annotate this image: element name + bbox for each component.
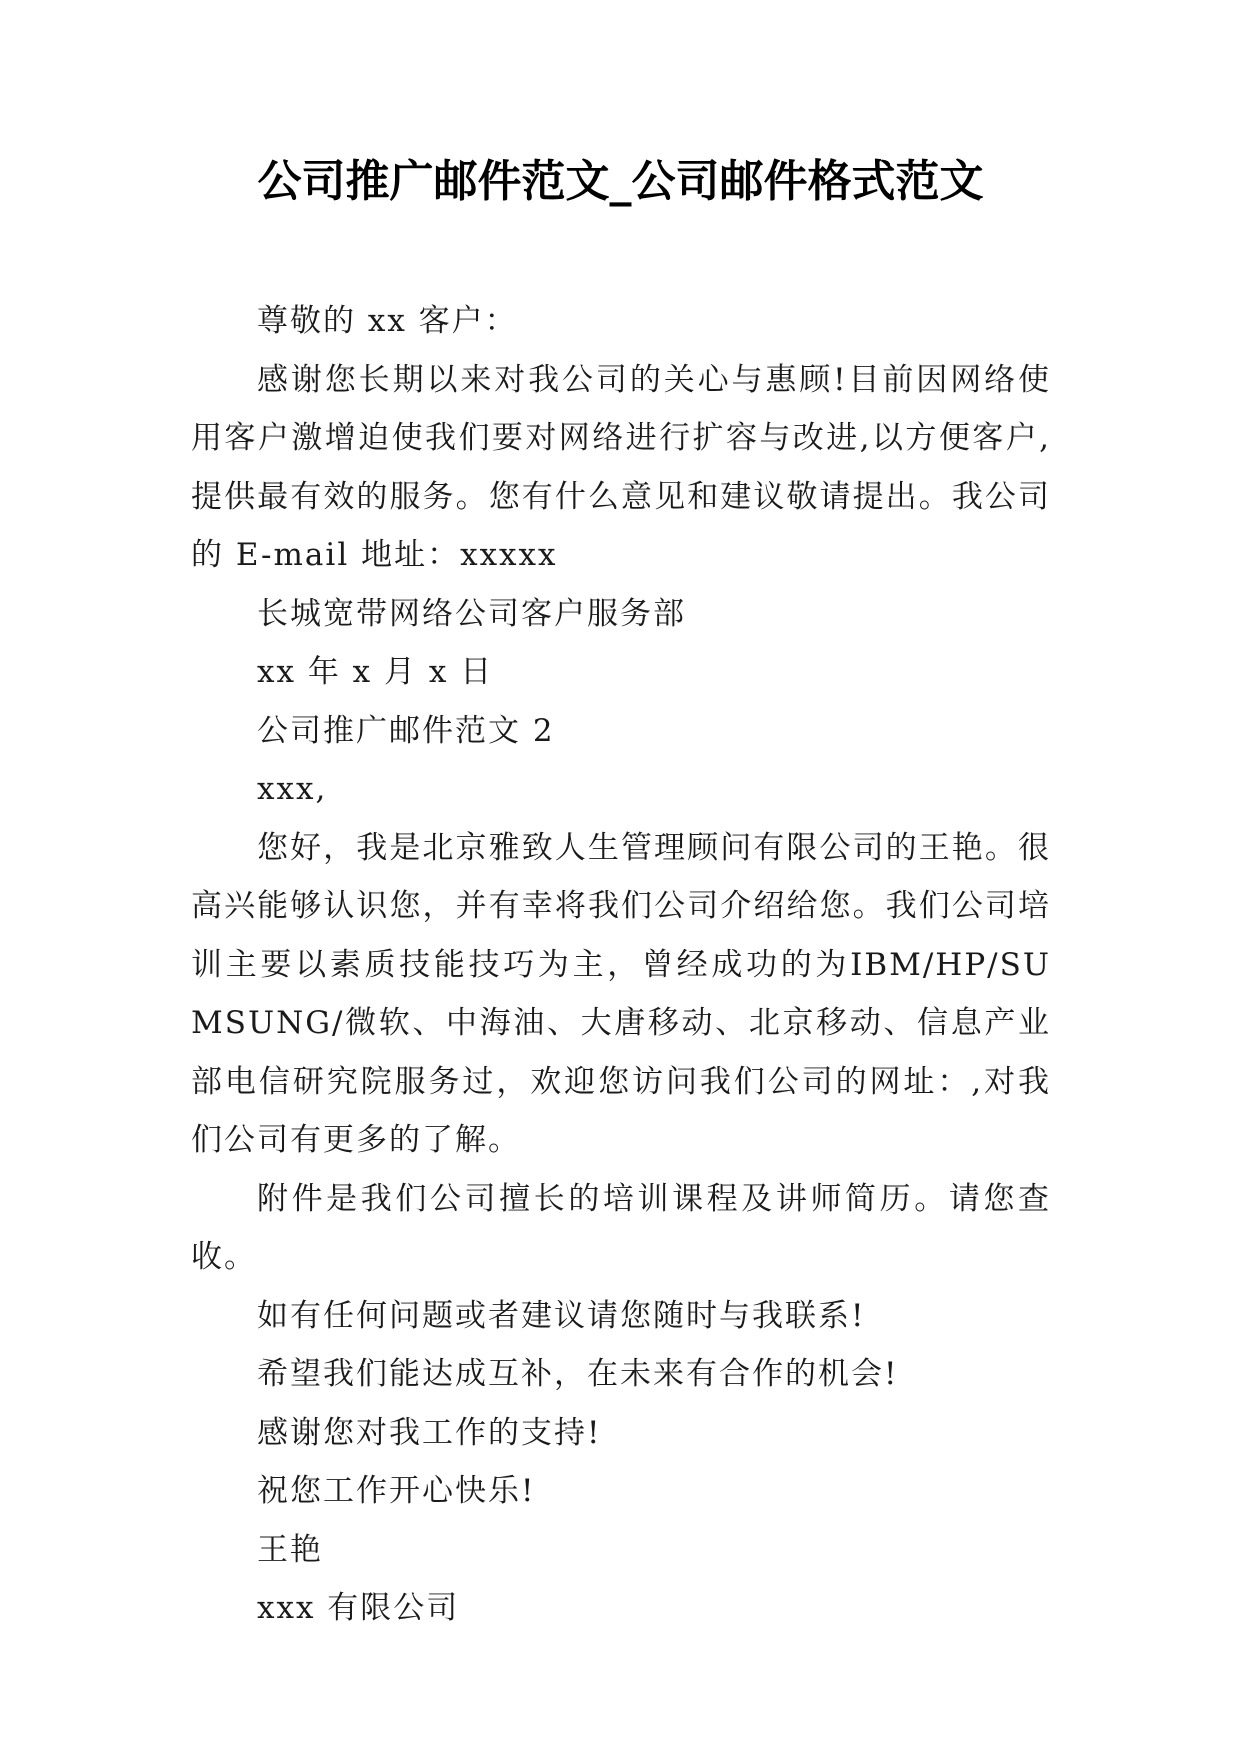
sender-department: 长城宽带网络公司客户服务部 bbox=[257, 595, 686, 632]
paragraph-hope: 希望我们能达成互补，在未来有合作的机会! bbox=[257, 1356, 899, 1392]
letter-date: xx 年 x 月 x 日 bbox=[257, 654, 494, 690]
section-heading-2: 公司推广邮件范文 2 bbox=[257, 712, 555, 749]
paragraph-wishes: 祝您工作开心快乐! bbox=[257, 1473, 536, 1509]
paragraph-intro: 您好，我是北京雅致人生管理顾问有限公司的王艳。很高兴能够认识您，并有幸将我们公司介绍给您。我们公司培训主要以素质技能技巧为主，曾经成功的为IBM/HP/SUMSUNG/微软、中海油、大唐移动、北京移动、信息产业部电信研究院服务过，欢迎您访问我们公司的网址：,对我们公司有更多的了解。 bbox=[191, 829, 1051, 1158]
recipient-line: xxx, bbox=[257, 771, 328, 807]
document-body bbox=[191, 292, 1051, 1638]
paragraph-thanks: 感谢您长期以来对我公司的关心与惠顾!目前因网络使用客户激增迫使我们要对网络进行扩容与改进,以方便客户,提供最有效的服务。您有什么意见和建议敬请提出。我公司的 E-mail 地址：xxxxx bbox=[191, 361, 1051, 573]
paragraph-contact: 如有任何问题或者建议请您随时与我联系! bbox=[257, 1297, 866, 1334]
paragraph-support: 感谢您对我工作的支持! bbox=[257, 1414, 602, 1451]
paragraph-attachment: 附件是我们公司擅长的培训课程及讲师简历。请您查收。 bbox=[191, 1180, 1051, 1275]
document-title: 公司推广邮件范文_公司邮件格式范文 bbox=[257, 156, 984, 207]
signature-company: xxx 有限公司 bbox=[257, 1590, 460, 1626]
salutation: 尊敬的 xx 客户： bbox=[257, 303, 518, 339]
signature-name: 王艳 bbox=[257, 1531, 323, 1568]
